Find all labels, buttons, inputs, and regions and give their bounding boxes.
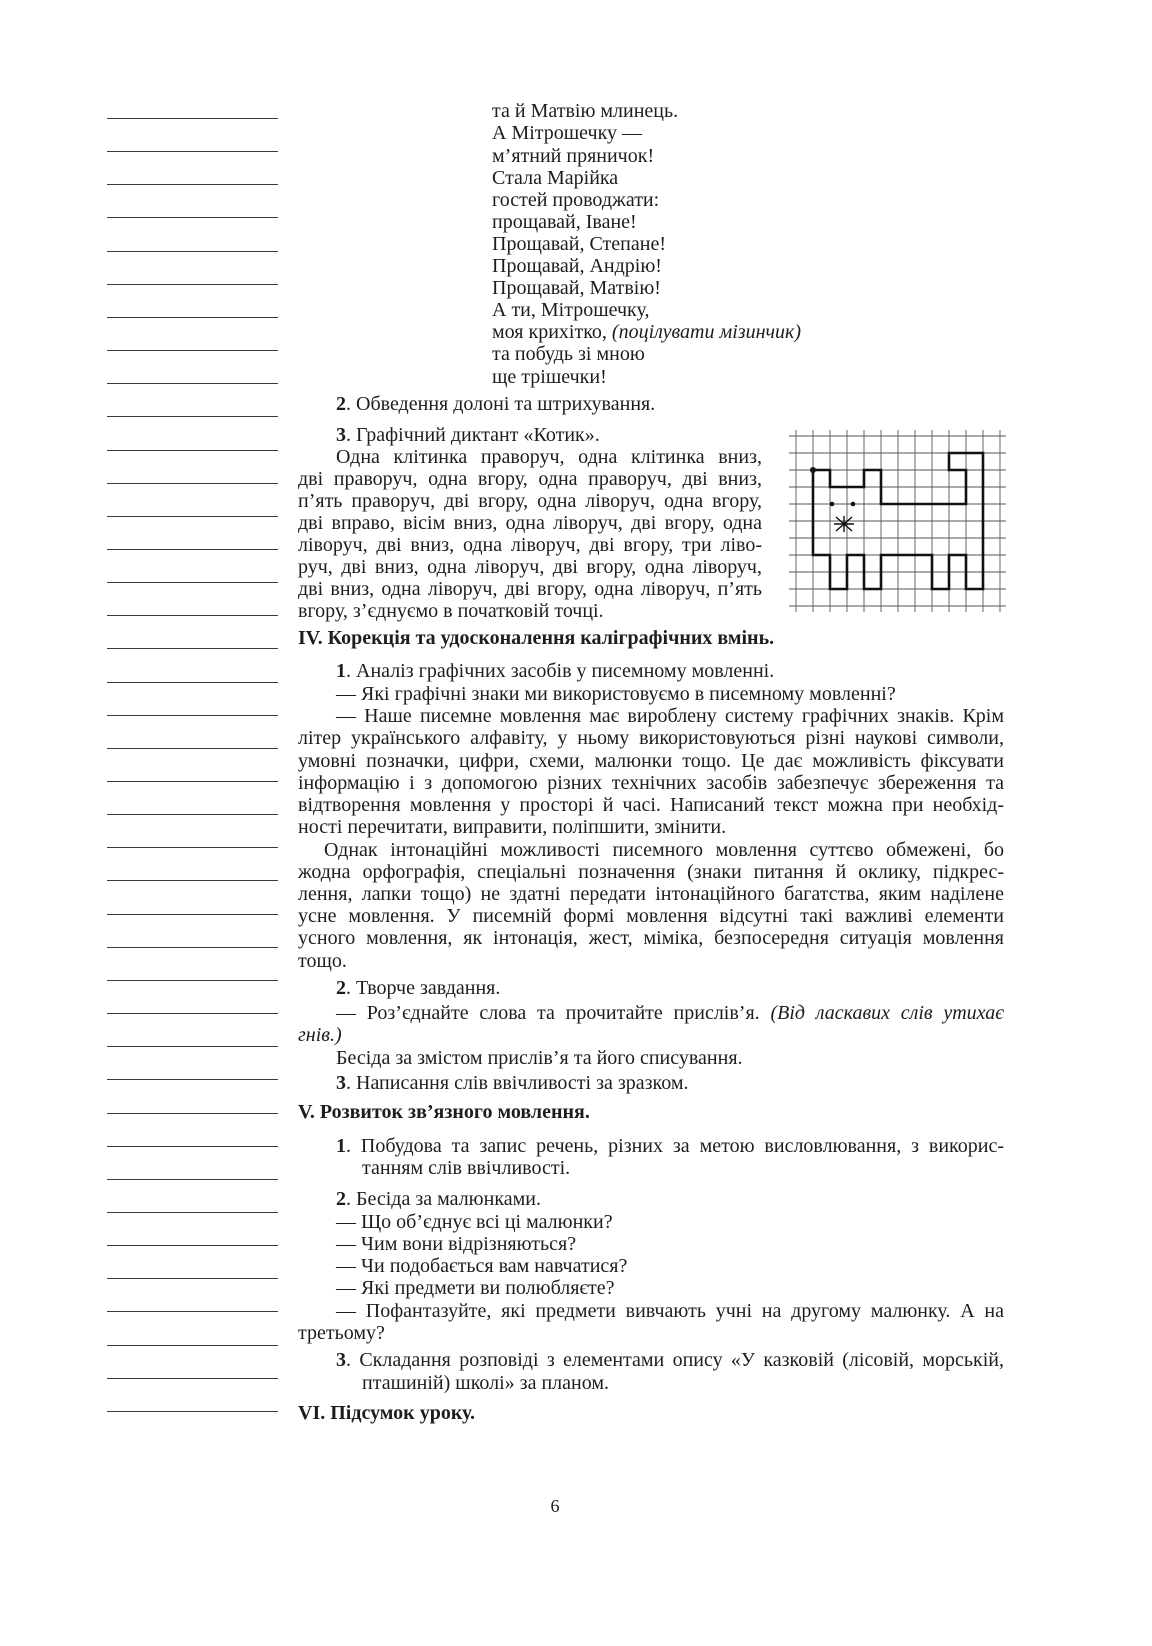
poem-line: ще трішечки! bbox=[492, 366, 607, 388]
margin-writing-line bbox=[107, 1113, 278, 1114]
margin-writing-line bbox=[107, 151, 278, 152]
task-item-continuation: танням слів ввічливості. bbox=[362, 1157, 571, 1179]
poem-line: гостей проводжати: bbox=[492, 189, 660, 211]
paragraph-line: усного мовлення, як інтонація, жест, міміка, безпосередня ситуація мовлення bbox=[298, 927, 1004, 949]
poem-line: Прощавай, Андрію! bbox=[492, 255, 662, 277]
poem-line: Прощавай, Матвію! bbox=[492, 277, 661, 299]
task-item bbox=[336, 1072, 689, 1094]
dialogue-line: третьому? bbox=[298, 1322, 385, 1344]
item-number: 2 bbox=[336, 1188, 346, 1210]
dictation-line: дві праворуч, одна вгору, одна праворуч, дві вниз, bbox=[298, 468, 762, 490]
margin-writing-line bbox=[107, 1378, 278, 1379]
square-grid bbox=[789, 430, 1006, 612]
margin-writing-line bbox=[107, 317, 278, 318]
poem-line: м’ятний пряничок! bbox=[492, 145, 655, 167]
paragraph-line: Бесіда за змістом прислів’я та його списування. bbox=[336, 1047, 743, 1069]
item-text: . Побудова та запис речень, різних за метою висловлювання, з викорис- bbox=[346, 1135, 1004, 1157]
dialogue-line: — Чим вони відрізняються? bbox=[336, 1233, 577, 1255]
task-item bbox=[336, 424, 600, 446]
margin-writing-line bbox=[107, 1179, 278, 1180]
margin-writing-line bbox=[107, 350, 278, 351]
item-number: 3 bbox=[336, 424, 346, 446]
margin-writing-line bbox=[107, 1046, 278, 1047]
margin-writing-line bbox=[107, 1146, 278, 1147]
paragraph-line: усне мовлення. У писемній формі мовлення відсутні такі важливі елементи bbox=[298, 905, 1004, 927]
dialogue-line: — Що об’єднує всі ці малюнки? bbox=[336, 1211, 613, 1233]
margin-writing-line bbox=[107, 1411, 278, 1412]
item-text: . Творче завдання. bbox=[346, 977, 501, 999]
margin-writing-line bbox=[107, 648, 278, 649]
section-heading: VI. Підсумок уроку. bbox=[298, 1402, 476, 1424]
poem-line: та й Матвію млинець. bbox=[492, 100, 679, 122]
paragraph-line: — Наше писемне мовлення має вироблену систему графічних знаків. Крім bbox=[336, 705, 1004, 727]
item-number: 2 bbox=[336, 977, 346, 999]
page-number: 6 bbox=[550, 1496, 560, 1516]
dialogue-line: — Чи подобається вам навчатися? bbox=[336, 1255, 628, 1277]
margin-writing-line bbox=[107, 980, 278, 981]
dictation-line: Одна клітинка праворуч, одна клітинка вниз, bbox=[336, 446, 762, 468]
dictation-line: ліворуч, дві вниз, одна ліворуч, дві вгору, три ліво- bbox=[298, 534, 762, 556]
poem-line: Прощавай, Степане! bbox=[492, 233, 666, 255]
paragraph-line: жодна орфографія, спеціальні позначення (знаки питання й оклику, підкрес- bbox=[298, 861, 1004, 883]
margin-writing-line bbox=[107, 615, 278, 616]
dictation-line: дві вправо, вісім вниз, одна ліворуч, дві вгору, одна bbox=[298, 512, 762, 534]
item-number: 1 bbox=[336, 1135, 346, 1157]
paragraph-line: літер українського алфавіту, у ньому використовуються різні наукові символи, bbox=[298, 727, 1004, 749]
margin-writing-line bbox=[107, 383, 278, 384]
task-item bbox=[336, 977, 500, 999]
margin-writing-line bbox=[107, 483, 278, 484]
cat-whiskers bbox=[834, 516, 854, 532]
section-heading: IV. Корекція та удосконалення каліграфічних вмінь. bbox=[298, 627, 775, 649]
dictation-line: дві вниз, одна ліворуч, дві вгору, одна ліворуч, п’ять bbox=[298, 578, 762, 600]
poem-line: Стала Марійка bbox=[492, 167, 619, 189]
margin-writing-line bbox=[107, 549, 278, 550]
task-item bbox=[336, 1349, 1004, 1371]
dialogue-line bbox=[336, 1002, 1004, 1024]
poem-line-text: моя крихітко, bbox=[492, 321, 607, 343]
item-text: . Бесіда за малюнками. bbox=[346, 1188, 541, 1210]
margin-writing-line bbox=[107, 251, 278, 252]
margin-writing-line bbox=[107, 284, 278, 285]
item-text: . Написання слів ввічливості за зразком. bbox=[346, 1072, 689, 1094]
proverb-text: гнів.) bbox=[298, 1024, 342, 1046]
proverb-line bbox=[298, 1024, 342, 1046]
margin-writing-line bbox=[107, 715, 278, 716]
item-text: . Складання розповіді з елементами опису «У казковій (лісовій, морській, bbox=[346, 1349, 1004, 1371]
paragraph-line: відтворення мовлення у просторі й часі. Написаний текст можна при необхід- bbox=[298, 794, 1004, 816]
margin-writing-line bbox=[107, 1278, 278, 1279]
margin-writing-line bbox=[107, 682, 278, 683]
margin-writing-line bbox=[107, 184, 278, 185]
margin-writing-line bbox=[107, 847, 278, 848]
item-text: . Обведення долоні та штрихування. bbox=[346, 393, 656, 415]
margin-writing-line bbox=[107, 1345, 278, 1346]
dictation-line: вгору, з’єднуємо в початковій точці. bbox=[298, 600, 604, 622]
item-number: 3 bbox=[336, 1349, 346, 1371]
margin-writing-line bbox=[107, 914, 278, 915]
poem-line: прощавай, Іване! bbox=[492, 211, 637, 233]
paragraph-line: умовні позначки, цифри, схеми, малюнки тощо. Це дає можливість фіксувати bbox=[298, 750, 1004, 772]
margin-writing-line bbox=[107, 450, 278, 451]
dialogue-line: — Пофантазуйте, які предмети вивчають учні на другому малюнку. А на bbox=[336, 1300, 1004, 1322]
margin-writing-line bbox=[107, 416, 278, 417]
poem-line bbox=[492, 321, 801, 343]
poem-line: та побудь зі мною bbox=[492, 343, 645, 365]
task-text: — Роз’єднайте слова та прочитайте прислів’я. bbox=[336, 1002, 760, 1024]
cat-dictation-figure bbox=[786, 428, 1010, 616]
stage-direction: (поцілувати мізинчик) bbox=[611, 321, 802, 343]
poem-line: А Мітрошечку — bbox=[492, 122, 643, 144]
paragraph-line: інформацію і з допомогою різних технічних засобів забезпечує збереження та bbox=[298, 772, 1004, 794]
margin-writing-line bbox=[107, 1212, 278, 1213]
dictation-line: п’ять праворуч, дві вгору, одна ліворуч, одна вгору, bbox=[298, 490, 762, 512]
section-heading: V. Розвиток зв’язного мовлення. bbox=[298, 1101, 590, 1123]
margin-writing-line bbox=[107, 516, 278, 517]
dialogue-line: — Які предмети ви полюбляєте? bbox=[336, 1277, 615, 1299]
item-number: 1 bbox=[336, 660, 346, 682]
proverb-text: (Від ласкавих слів утихає bbox=[770, 1002, 1005, 1024]
task-item-continuation: пташиній) школі» за планом. bbox=[362, 1372, 609, 1394]
margin-writing-line bbox=[107, 947, 278, 948]
task-item bbox=[336, 1188, 541, 1210]
poem-line: А ти, Мітрошечку, bbox=[492, 299, 650, 321]
paragraph-line: ності перечитати, виправити, поліпшити, змінити. bbox=[298, 816, 727, 838]
paragraph-line: тощо. bbox=[298, 950, 347, 972]
paragraph-line: Однак інтонаційні можливості писемного мовлення суттєво обмежені, бо bbox=[324, 839, 1004, 861]
cat-eye bbox=[851, 502, 856, 507]
margin-writing-line bbox=[107, 1079, 278, 1080]
start-point-dot bbox=[810, 467, 816, 473]
margin-writing-line bbox=[107, 1013, 278, 1014]
task-item bbox=[336, 1135, 1004, 1157]
margin-writing-line bbox=[107, 1245, 278, 1246]
margin-writing-line bbox=[107, 1311, 278, 1312]
task-item bbox=[336, 660, 774, 682]
margin-writing-line bbox=[107, 748, 278, 749]
margin-writing-line bbox=[107, 217, 278, 218]
margin-writing-line bbox=[107, 880, 278, 881]
paragraph-line: лення, лапки тощо) не здатні передати інтонаційного багатства, яким наділене bbox=[298, 883, 1004, 905]
cat-eye bbox=[830, 502, 835, 507]
item-number: 3 bbox=[336, 1072, 346, 1094]
margin-writing-line bbox=[107, 814, 278, 815]
margin-writing-line bbox=[107, 781, 278, 782]
dictation-line: руч, дві вниз, одна ліворуч, дві вгору, одна ліворуч, bbox=[298, 556, 762, 578]
task-item bbox=[336, 393, 655, 415]
dialogue-line: — Які графічні знаки ми використовуємо в писемному мовленні? bbox=[336, 683, 896, 705]
item-text: . Графічний диктант «Котик». bbox=[346, 424, 600, 446]
item-text: . Аналіз графічних засобів у писемному мовленні. bbox=[346, 660, 775, 682]
item-number: 2 bbox=[336, 393, 346, 415]
margin-writing-line bbox=[107, 118, 278, 119]
margin-writing-line bbox=[107, 582, 278, 583]
